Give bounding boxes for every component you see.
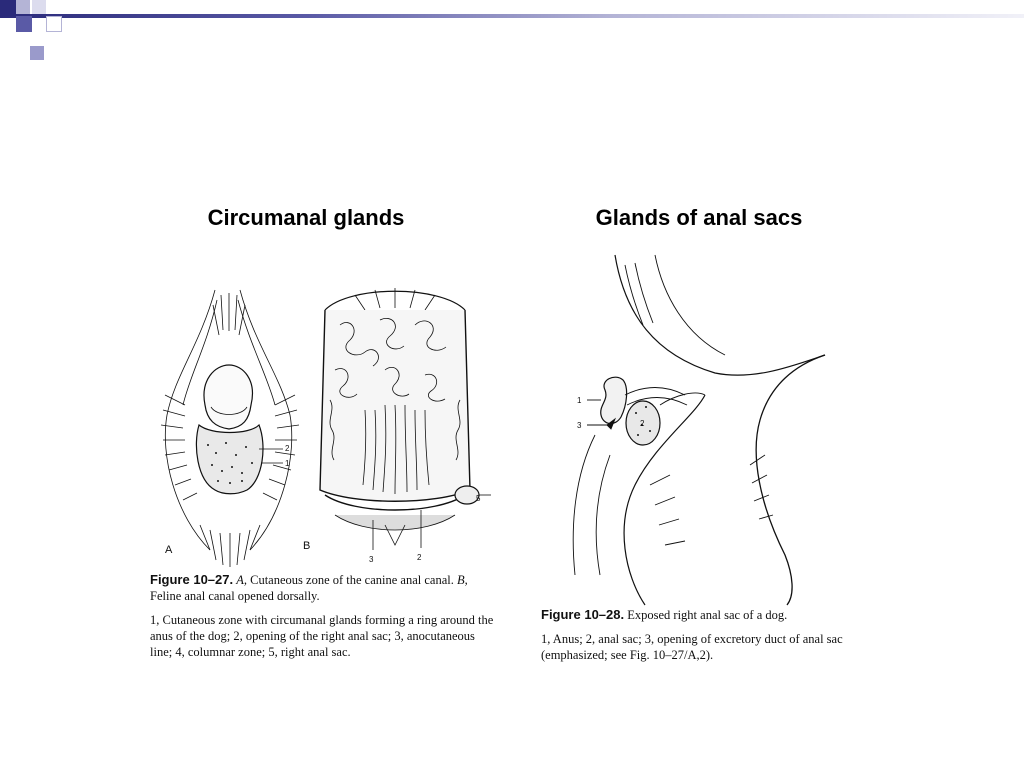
fig27-label-b: B <box>303 540 311 552</box>
header-square-pale <box>32 0 46 14</box>
figure-27-caption-a: A, <box>236 573 247 587</box>
figure-27-number: Figure 10–27. <box>150 572 234 587</box>
figure-28-illustration <box>555 255 845 605</box>
fig28-marker-2: 2 <box>640 419 645 428</box>
fig27b-marker-2: 2 <box>417 553 422 562</box>
fig27a-marker-2: 2 <box>285 444 290 453</box>
header-square-mid <box>16 16 32 32</box>
header-square-light <box>16 0 30 14</box>
fig28-marker-1: 1 <box>577 396 582 405</box>
figure-28-number: Figure 10–28. <box>541 607 625 622</box>
fig27-label-a: A <box>165 544 173 556</box>
figure-27-caption-b-text: Feline anal canal opened dorsally. <box>150 589 320 603</box>
title-circumanal-glands: Circumanal glands <box>207 205 405 230</box>
figure-27-caption-title <box>150 572 500 604</box>
figure-27-caption-b: B, <box>456 573 468 587</box>
title-glands-of-anal-sacs: Glands of anal sacs <box>595 205 803 230</box>
figure-27b-illustration <box>295 280 495 570</box>
header-square-outline <box>46 16 62 32</box>
figure-27-caption-a-text: Cutaneous zone of the canine anal canal. <box>250 573 454 587</box>
figure-27a-illustration <box>155 285 305 575</box>
fig27b-marker-3: 3 <box>369 555 374 564</box>
figure-27-caption <box>150 572 500 660</box>
figure-28-caption-title <box>541 607 871 623</box>
figure-28-caption-text: Exposed right anal sac of a dog. <box>627 608 788 622</box>
header-square-dark <box>0 0 16 16</box>
fig27b-marker-5: 5 <box>476 494 481 503</box>
header-gradient-bar <box>0 14 1024 18</box>
fig28-marker-3: 3 <box>577 421 582 430</box>
figure-27-legend: 1, Cutaneous zone with circumanal glands forming a ring around the anus of the dog; 2, opening of the right anal sac; 3, anocutaneous line; 4, columnar zone; 5, right anal sac. <box>150 613 494 659</box>
header-square-low <box>30 46 44 60</box>
figure-28-legend: 1, Anus; 2, anal sac; 3, opening of excretory duct of anal sac (emphasized; see Fig. 10–27/A,2). <box>541 632 843 662</box>
figure-28-caption <box>541 607 871 663</box>
fig27a-marker-1: 1 <box>285 459 290 468</box>
